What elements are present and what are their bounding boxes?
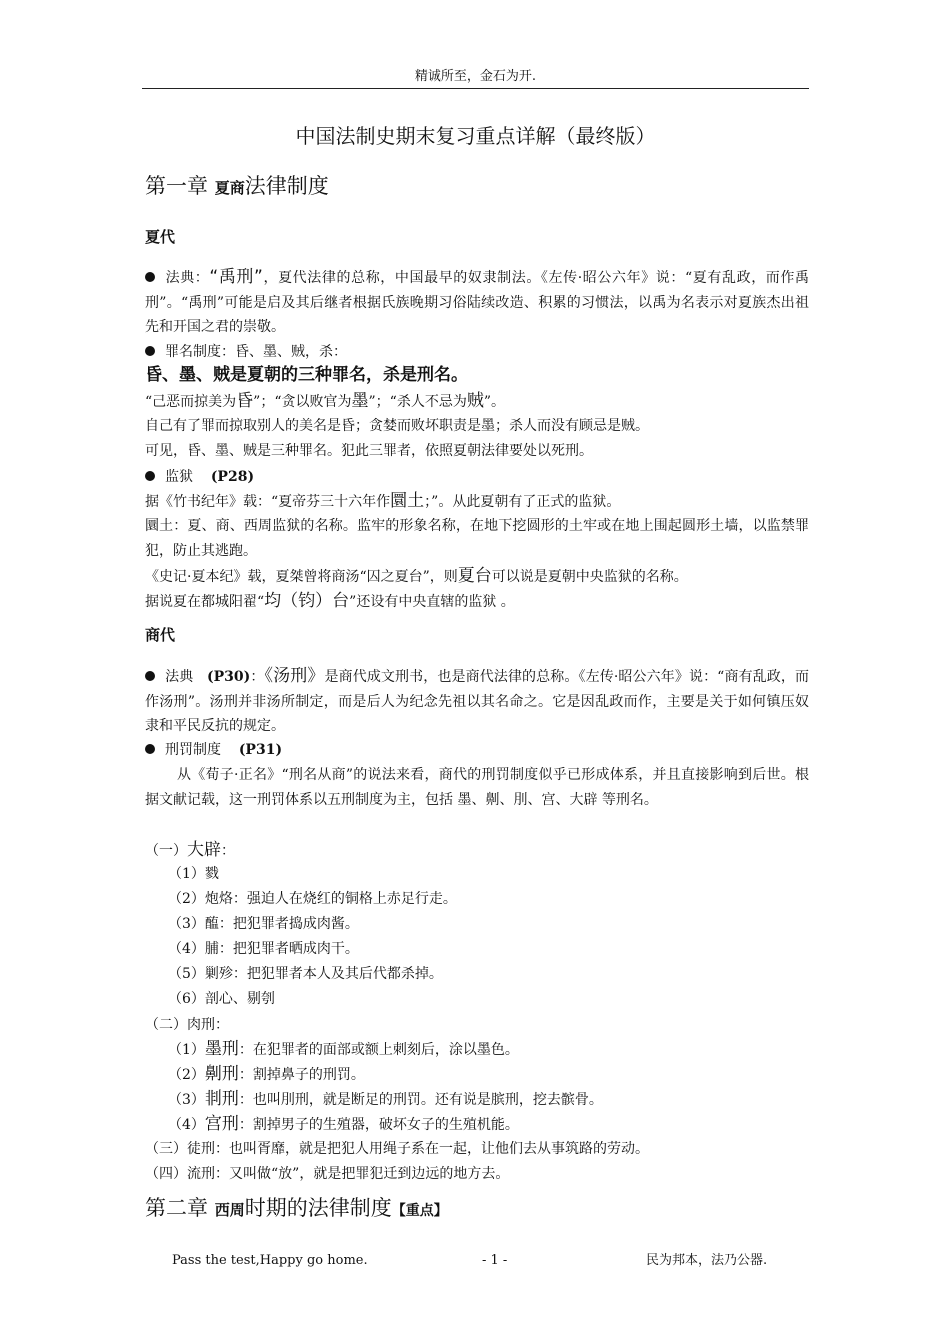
xia-law-label: 法典： [165, 270, 210, 286]
item-text: ：在犯罪者的面部或额上刺刻后，涂以墨色。 [238, 1042, 519, 1058]
shang-law-paragraph [145, 664, 809, 739]
item-num: （4） [168, 1117, 205, 1133]
text-part: 据说夏在都城阳翟“ [145, 594, 265, 610]
xia-prison-line2: 圜土：夏、商、西周监狱的名称。监牢的形象名称，在地下挖圆形的土牢或在地上围起圆形土墙，以监禁罪犯，防止其逃跑。 [145, 518, 809, 559]
header-rule [142, 88, 809, 89]
bullet-icon [145, 744, 155, 754]
text-part: ”还设有中央直辖的监狱 。 [349, 594, 515, 610]
item-text: ：割掉男子的生殖器，破坏女子的生殖机能。 [238, 1117, 519, 1133]
category-4-line: （四）流刑：又叫做“放”，就是把罪犯迁到边远的地方去。 [145, 1166, 510, 1182]
xia-crimes-conclusion: 可见，昏、墨、贼是三种罪名。犯此三罪者，依照夏朝法律要处以死刑。 [145, 443, 593, 459]
shang-punish-paragraph: 从《荀子·正名》“刑名从商”的说法来看，商代的刑罚制度似乎已形成体系，并且直接影响到后世。根据文献记载，这一刑罚体系以五刑制度为主，包括 墨、劓、刖、宫、大辟 等刑名。 [145, 767, 809, 808]
section-xia-heading: 夏代 [145, 228, 176, 246]
quote-part: ”。 [483, 394, 505, 410]
xia-crimes-line [145, 340, 347, 364]
term-yuantu: 圜土 [390, 491, 425, 511]
category-prefix: （一） [145, 843, 187, 859]
text-part: 据《竹书纪年》载：“夏帝芬三十六年作 [145, 494, 391, 510]
list-item: （2）炮烙：强迫人在烧红的铜格上赤足行走。 [168, 891, 457, 907]
xia-law-term: “禹刑” [209, 267, 263, 287]
xia-crimes-quote [145, 389, 505, 414]
item-text: ：割掉鼻子的刑罚。 [238, 1067, 365, 1083]
item-num: （2） [168, 1067, 205, 1083]
chapter-1-small: 夏商 [214, 179, 245, 197]
text-part: ： [221, 843, 235, 859]
term-xiatai: 夏台 [457, 566, 492, 586]
footer-right: 民为邦本，法乃公器. [646, 1253, 768, 1268]
term-dapi: 大辟 [187, 840, 221, 860]
list-item [168, 1062, 365, 1087]
xia-prison-line4 [145, 589, 515, 614]
xia-prison-line1 [145, 489, 620, 514]
text-part: ；”。从此夏朝有了正式的监狱。 [424, 494, 621, 510]
text-part: 《史记·夏本纪》载，夏桀曾将商汤“囚之夏台”，则 [145, 569, 458, 585]
xia-crimes-label: 罪名制度：昏、墨、贼，杀： [165, 344, 347, 360]
quote-part: “己恶而掠美为 [145, 394, 237, 410]
shang-law-term: 《汤刑》 [264, 666, 325, 686]
list-item [168, 1037, 519, 1062]
chapter-2-tag: 【重点】 [391, 1203, 448, 1219]
xia-prison-line3 [145, 564, 688, 589]
chapter-2-rest: 时期的法律制度 [244, 1196, 392, 1220]
header-motto: 精诚所至，金石为开. [414, 69, 537, 84]
category-3-line: （三）徒刑：也叫胥靡，就是把犯人用绳子系在一起，让他们去从事筑路的劳动。 [145, 1141, 649, 1157]
term-moxing: 墨刑 [204, 1039, 239, 1059]
quote-part: ”；“贪以败官为 [253, 394, 352, 410]
xia-crimes-emphasis: 昏、墨、贼是夏朝的三种罪名，杀是刑名。 [145, 365, 468, 385]
list-item: （3）醢：把犯罪者捣成肉酱。 [168, 916, 359, 932]
chapter-1-rest: 法律制度 [244, 174, 329, 198]
xia-prison-heading [145, 465, 254, 489]
chapter-1-prefix: 第一章 [145, 174, 208, 198]
shang-punish-heading [145, 738, 282, 762]
shang-law-label: 法典 [165, 669, 194, 685]
xia-crimes-explain: 自己有了罪而掠取别人的美名是昏；贪婪而败坏职责是墨；杀人而没有顾忌是贼。 [145, 418, 649, 434]
chapter-2-prefix: 第二章 [145, 1196, 208, 1220]
page-ref: (P31) [238, 742, 283, 758]
section-shang-heading: 商代 [145, 626, 176, 644]
category-2-heading: （二）肉刑： [145, 1017, 229, 1033]
bullet-icon [145, 671, 155, 681]
page-ref: (P30) [207, 669, 251, 685]
shang-law-text: 是商代成文刑书，也是商代法律的总称。《左传·昭公六年》说：“商有乱政，而作汤刑”。汤刑并非汤所制定，而是后人为纪念先祖以其名命之。它是因乱政而作，主要是关于如何镇压奴隶和平民反抗的规定。 [145, 669, 810, 734]
category-1-heading [145, 838, 235, 863]
text-part: ： [250, 669, 265, 685]
item-text: ：也叫刖刑，就是断足的刑罚。还有说是膑刑，挖去髌骨。 [238, 1092, 603, 1108]
term-gongxing: 宫刑 [204, 1114, 239, 1134]
shang-punish-label: 刑罚制度 [165, 742, 221, 758]
xia-law-paragraph [145, 265, 809, 340]
list-item [168, 1087, 603, 1112]
term-feixing: 剕刑 [204, 1089, 239, 1109]
term-yixing: 劓刑 [204, 1064, 239, 1084]
chapter-1-heading [145, 172, 329, 202]
footer-left: Pass the test,Happy go home. [172, 1253, 368, 1268]
term-juntai: 均（钧）台 [264, 591, 350, 611]
list-item: （5）剿殄：把犯罪者本人及其后代都杀掉。 [168, 966, 443, 982]
list-item: （6）剖心、剔刳 [168, 991, 275, 1007]
chapter-2-heading [145, 1194, 448, 1225]
list-item: （1）戮 [168, 866, 219, 882]
bullet-icon [145, 471, 155, 481]
list-item: （4）脯：把犯罪者晒成肉干。 [168, 941, 359, 957]
page-ref: (P28) [210, 469, 255, 485]
page-title: 中国法制史期末复习重点详解（最终版） [295, 124, 656, 148]
quote-part: ”；“杀人不忌为 [368, 394, 467, 410]
quote-term-hun: 昏 [236, 391, 254, 411]
bullet-icon [145, 346, 155, 356]
list-item [168, 1112, 519, 1137]
item-num: （1） [168, 1042, 205, 1058]
chapter-2-small: 西周 [214, 1201, 245, 1219]
xia-law-text: ，夏代法律的总称，中国最早的奴隶制法。《左传·昭公六年》说：“夏有乱政，而作禹刑”。“禹刑”可能是启及其后继者根据氏族晚期习俗陆续改造、积累的习惯法，以禹为名表示对夏族杰出祖先和开国之君的崇敬。 [145, 270, 810, 335]
item-num: （3） [168, 1092, 205, 1108]
xia-prison-label: 监狱 [165, 469, 193, 485]
page-number: - 1 - [482, 1253, 508, 1268]
text-part: 可以说是夏朝中央监狱的名称。 [491, 569, 688, 585]
quote-term-mo: 墨 [351, 391, 369, 411]
bullet-icon [145, 272, 155, 282]
quote-term-zei: 贼 [466, 391, 484, 411]
